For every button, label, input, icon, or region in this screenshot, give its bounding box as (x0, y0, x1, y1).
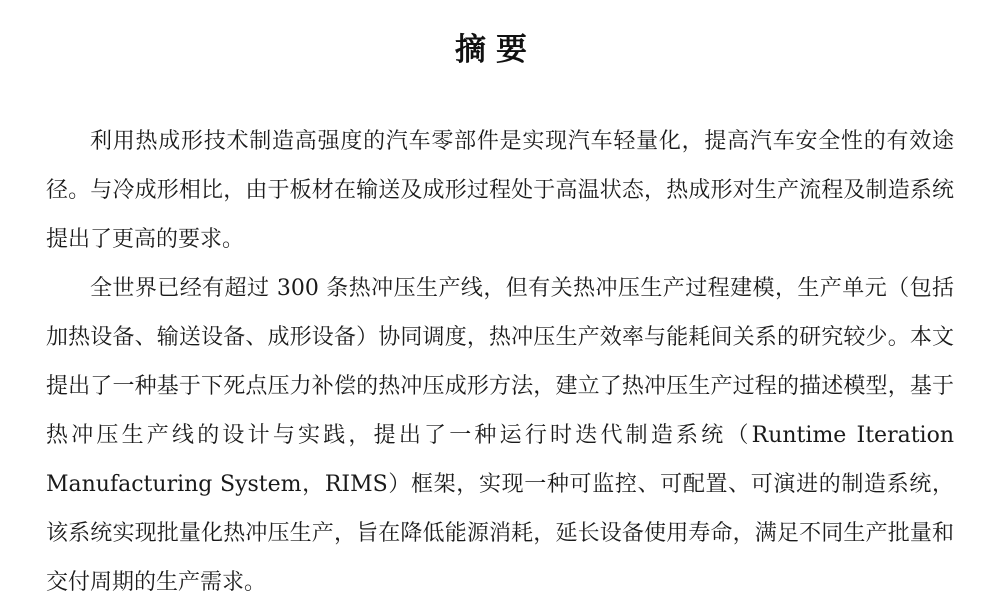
abstract-body (46, 117, 954, 607)
abstract-paragraph-1: 利用热成形技术制造高强度的汽车零部件是实现汽车轻量化，提高汽车安全性的有效途径。与冷成形相比，由于板材在输送及成形过程处于高温状态，热成形对生产流程及制造系统提出了更高的要求。 (46, 129, 954, 252)
abstract-paragraph-2: 全世界已经有超过 300 条热冲压生产线，但有关热冲压生产过程建模，生产单元（包括加热设备、输送设备、成形设备）协同调度，热冲压生产效率与能耗间关系的研究较少。本文提出了一种基于下死点压力补偿的热冲压成形方法，建立了热冲压生产过程的描述模型，基于热冲压生产线的设计与实践，提出了一种运行时迭代制造系统（Runtime Iteration Manufacturing System，RIMS）框架，实现一种可监控、可配置、可演进的制造系统，该系统实现批量化热冲压生产，旨在降低能源消耗，延长设备使用寿命，满足不同生产批量和交付周期的生产需求。 (46, 276, 954, 595)
abstract-title: 摘要 (455, 32, 537, 68)
